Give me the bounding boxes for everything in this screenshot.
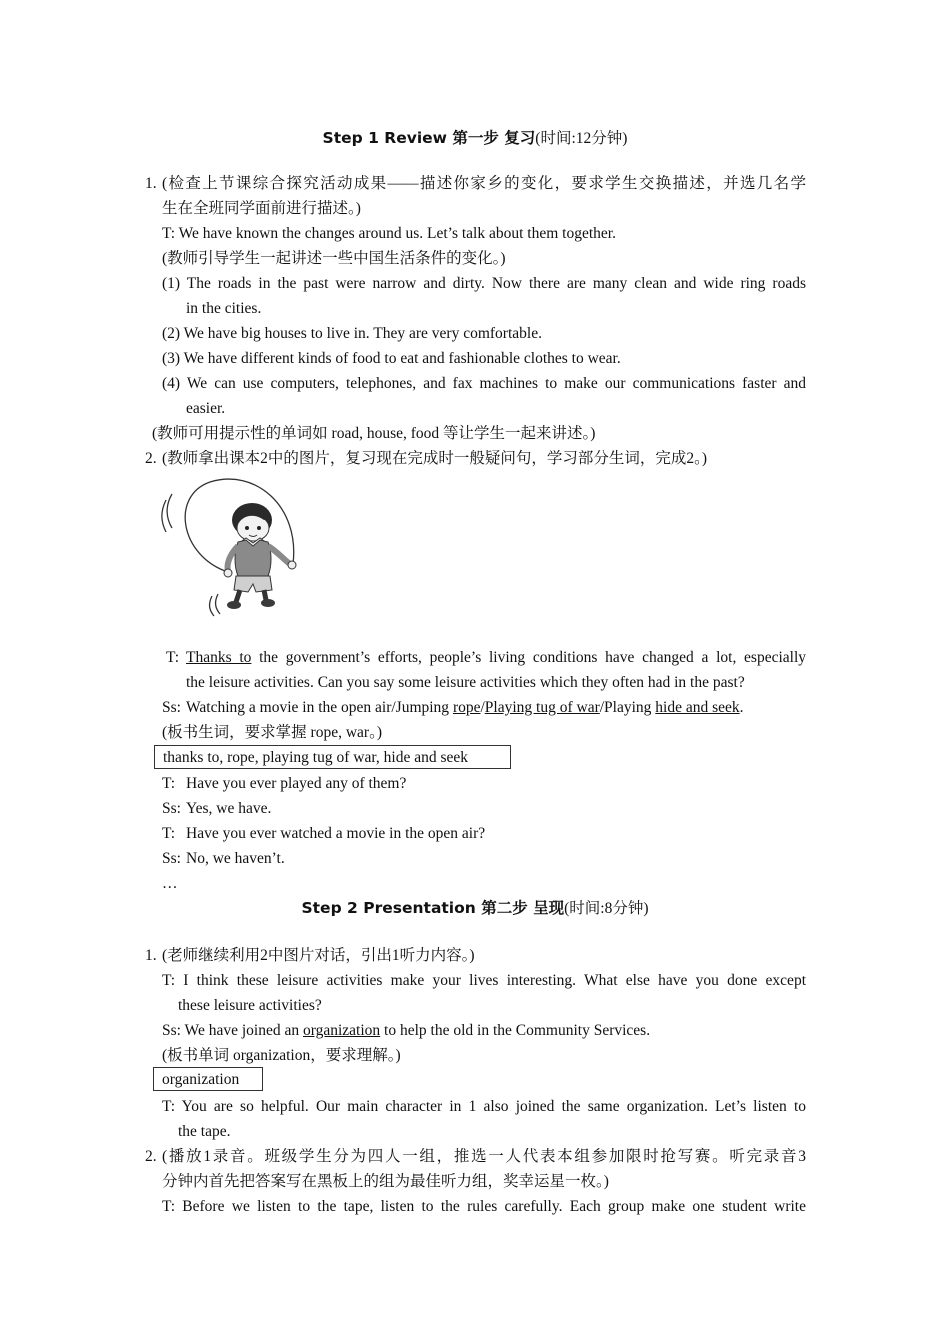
period: .	[739, 699, 744, 716]
point-2: (2) We have big houses to live in. They are very comfortable.	[162, 325, 542, 342]
students-text: Watching a movie in the open air/Jumping	[186, 699, 453, 716]
step1-heading	[0, 126, 950, 148]
boy-jumping-rope-illustration	[160, 476, 305, 618]
teacher-line-cont: the tape.	[178, 1123, 231, 1140]
vocab-hide-and-seek: hide and seek	[655, 699, 740, 716]
students-text: to help the old in the Community Services.	[380, 1022, 651, 1039]
teacher-line: T: We have known the changes around us. Let’s talk about them together.	[162, 225, 616, 242]
teacher-note: (板书单词 organization，要求理解。)	[162, 1047, 401, 1064]
vocab-rope: rope	[452, 699, 481, 716]
instruction-line: (教师拿出课本2中的图片，复习现在完成时一般疑问句，学习部分生词，完成2。)	[162, 450, 708, 467]
item-number: 1.	[145, 175, 157, 192]
item-number: 1.	[145, 947, 157, 964]
teacher-note: (教师引导学生一起讲述一些中国生活条件的变化。)	[162, 250, 506, 267]
dialogue-line: Have you ever played any of them?	[186, 775, 407, 792]
dialogue-line: No, we haven’t.	[186, 850, 285, 867]
vocab-box: organization	[153, 1067, 263, 1091]
teacher-line-cont: the leisure activities. Can you say some leisure activities which they often had in the past?	[186, 674, 745, 691]
students-line	[186, 695, 744, 720]
students-text: /Playing	[599, 699, 656, 716]
point-1: (1) The roads in the past were narrow and dirty. Now there are many clean and wide ring roads	[162, 275, 806, 292]
dialogue-line: Have you ever watched a movie in the open air?	[186, 825, 486, 842]
step2-heading	[0, 896, 950, 918]
instruction-line: (播放1录音。班级学生分为四人一组，推选一人代表本组参加限时抢写赛。听完录音3	[162, 1148, 806, 1165]
teacher-line: T: I think these leisure activities make your lives interesting. What else have you done except	[162, 972, 806, 989]
speaker-label: T:	[162, 775, 176, 792]
point-4-cont: easier.	[186, 400, 226, 417]
teacher-note: (板书生词，要求掌握 rope, war。)	[162, 724, 382, 741]
vocab-thanks-to: Thanks to	[186, 649, 252, 666]
teacher-line: T: You are so helpful. Our main character in 1 also joined the same organization. Let’s listen to	[162, 1098, 806, 1115]
speaker-label: Ss:	[162, 850, 181, 867]
point-3: (3) We have different kinds of food to eat and fashionable clothes to wear.	[162, 350, 621, 367]
step1-title: Step 1 Review 第一步 复习	[322, 129, 536, 147]
teacher-line	[186, 645, 806, 670]
vocab-box: thanks to, rope, playing tug of war, hide and seek	[154, 745, 511, 769]
dialogue-line: Yes, we have.	[186, 800, 272, 817]
speaker-label: T:	[166, 649, 180, 666]
teacher-line: T: Before we listen to the tape, listen to the rules carefully. Each group make one student write	[162, 1198, 806, 1215]
step2-time: (时间:8分钟)	[564, 900, 649, 917]
speaker-label: T:	[162, 825, 176, 842]
instruction-line: (检查上节课综合探究活动成果——描述你家乡的变化，要求学生交换描述，并选几名学	[162, 175, 806, 192]
speaker-label: Ss:	[162, 699, 181, 716]
item-number: 2.	[145, 450, 157, 467]
ellipsis: …	[162, 875, 178, 892]
separator: /	[480, 699, 485, 716]
teacher-line-cont: these leisure activities?	[178, 997, 322, 1014]
instruction-line: 分钟内首先把答案写在黑板上的组为最佳听力组，奖幸运星一枚。)	[162, 1173, 609, 1190]
teacher-line-text: the government’s efforts, people’s living conditions have changed a lot, especially	[251, 649, 807, 666]
teacher-note: (教师可用提示性的单词如 road, house, food 等让学生一起来讲述。)	[152, 425, 596, 442]
step2-title: Step 2 Presentation 第二步 呈现	[301, 899, 565, 917]
speaker-label: Ss:	[162, 800, 181, 817]
students-line	[162, 1018, 650, 1043]
instruction-line: 生在全班同学面前进行描述。)	[162, 200, 361, 217]
students-text: Ss: We have joined an	[162, 1022, 303, 1039]
point-4: (4) We can use computers, telephones, and fax machines to make our communications faster and	[162, 375, 806, 392]
step1-time: (时间:12分钟)	[535, 130, 628, 147]
item-number: 2.	[145, 1148, 157, 1165]
instruction-line: (老师继续利用2中图片对话，引出1听力内容。)	[162, 947, 475, 964]
vocab-tug-of-war: Playing tug of war	[484, 699, 600, 716]
point-1-cont: in the cities.	[186, 300, 262, 317]
vocab-organization: organization	[302, 1022, 381, 1039]
